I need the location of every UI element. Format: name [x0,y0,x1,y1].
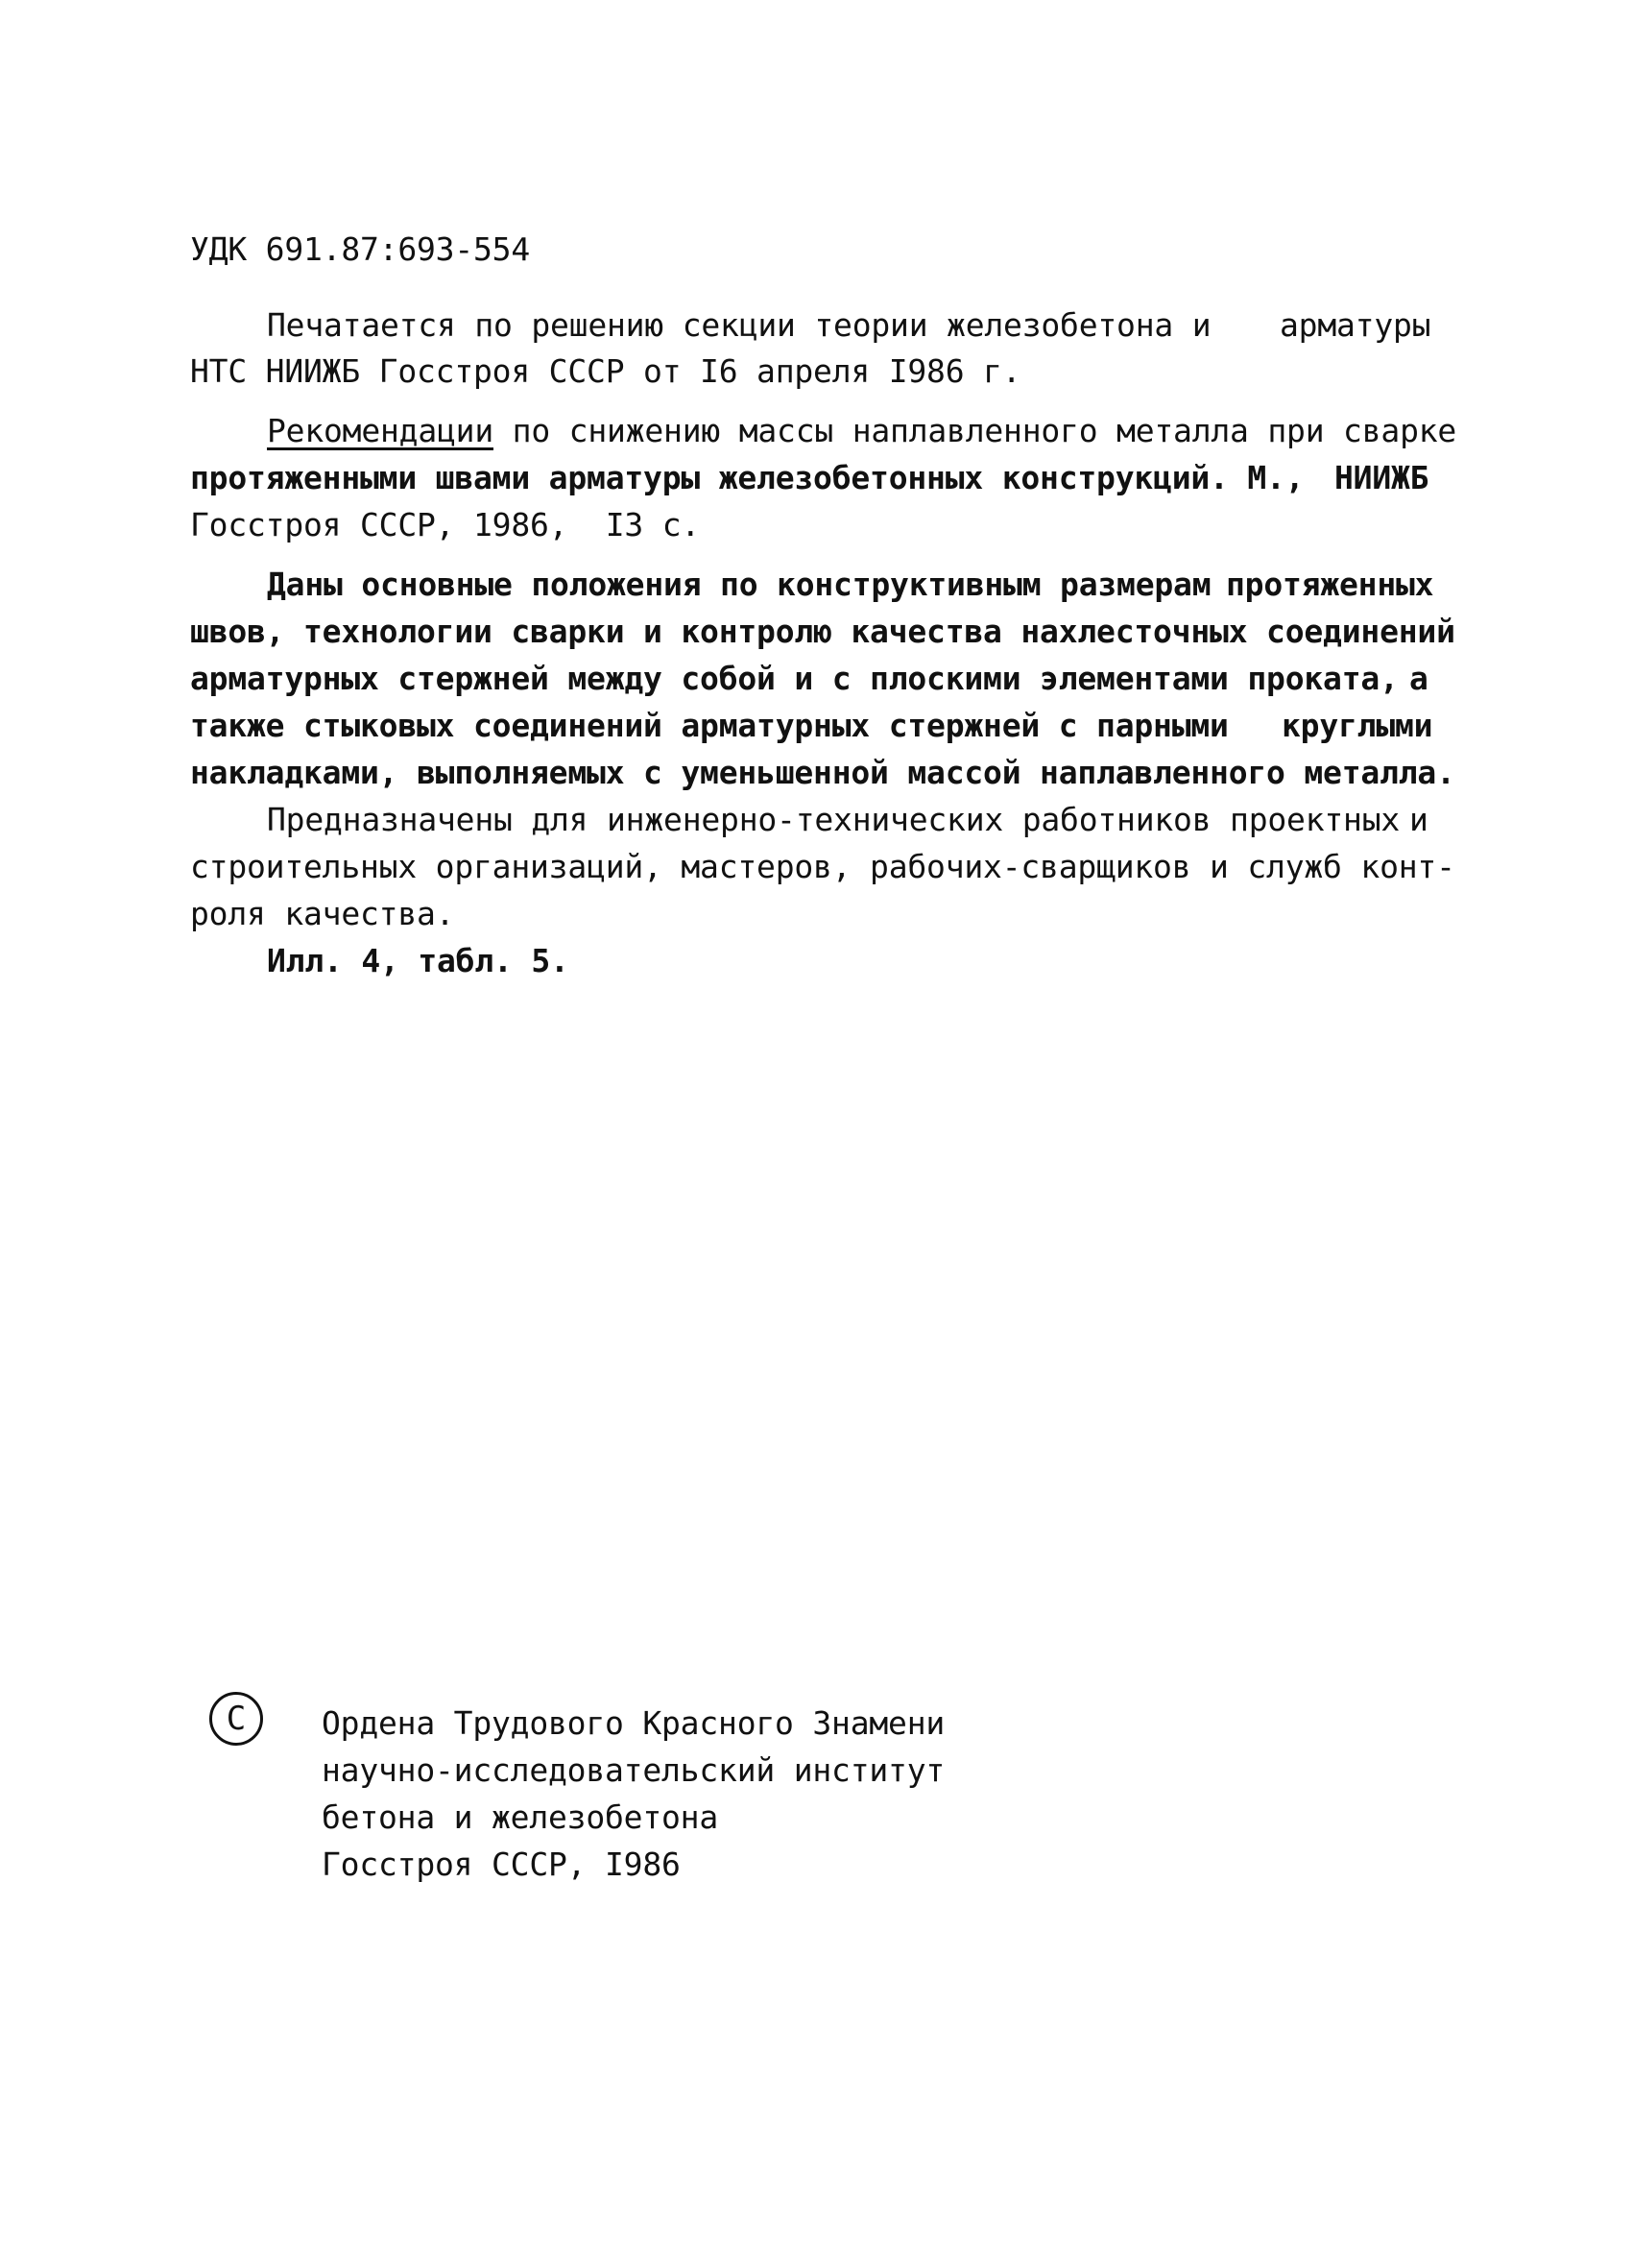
citation-title-word: Рекомендации [267,412,494,449]
approval-line-2: НТС НИИЖБ Госстроя СССР от I6 апреля I986 г. [190,352,1021,390]
copyright-line-4: Госстроя СССР, I986 [322,1846,681,1883]
abstract-line-5: накладками, выполняемых с уменьшенной массой наплавленного металла. [190,754,1455,791]
illustrations-note: Илл. 4, табл. 5. [267,942,569,979]
abstract-line-3: арматурных стержней между собой и с плоскими элементами проката, [190,660,1399,697]
citation-line-3: Госстроя СССР, 1986, I3 с. [190,506,701,543]
copyright-line-1: Ордена Трудового Красного Знамени [322,1704,946,1742]
abstract-line-4: также стыковых соединений арматурных стержней с парными [190,707,1229,744]
copyright-line-3: бетона и железобетона [322,1798,719,1836]
audience-line-2: строительных организаций, мастеров, рабочих-сварщиков и служб конт- [190,848,1455,885]
audience-line-1: Предназначены для инженерно-технических работников проектных [267,801,1401,838]
abstract-line-3-end: а [1409,660,1428,697]
audience-line-1-end: и [1409,801,1428,838]
copyright-line-2: научно-исследовательский институт [322,1751,946,1789]
abstract-line-1: Даны основные положения по конструктивным размерам [267,566,1212,603]
approval-line-1: Печатается по решению секции теории железобетона и [267,306,1212,344]
citation-publisher: НИИЖБ [1334,459,1429,496]
approval-line-1-end: арматуры [1280,306,1431,344]
copyright-icon [209,1692,263,1746]
udk-code: УДК 691.87:693-554 [190,230,531,268]
abstract-line-1-end: протяженных [1226,566,1434,603]
abstract-line-4-end: круглыми [1282,707,1433,744]
audience-line-3: роля качества. [190,895,455,932]
abstract-line-2: швов, технологии сварки и контролю качества нахлесточных соединений [190,613,1455,650]
copyright-symbol: С [226,1700,247,1738]
citation-line-2: протяженными швами арматуры железобетонных конструкций. М., [190,459,1305,496]
citation-line-1 [267,412,1457,449]
citation-line-1-rest: по снижению массы наплавленного металла при сварке [493,412,1457,449]
